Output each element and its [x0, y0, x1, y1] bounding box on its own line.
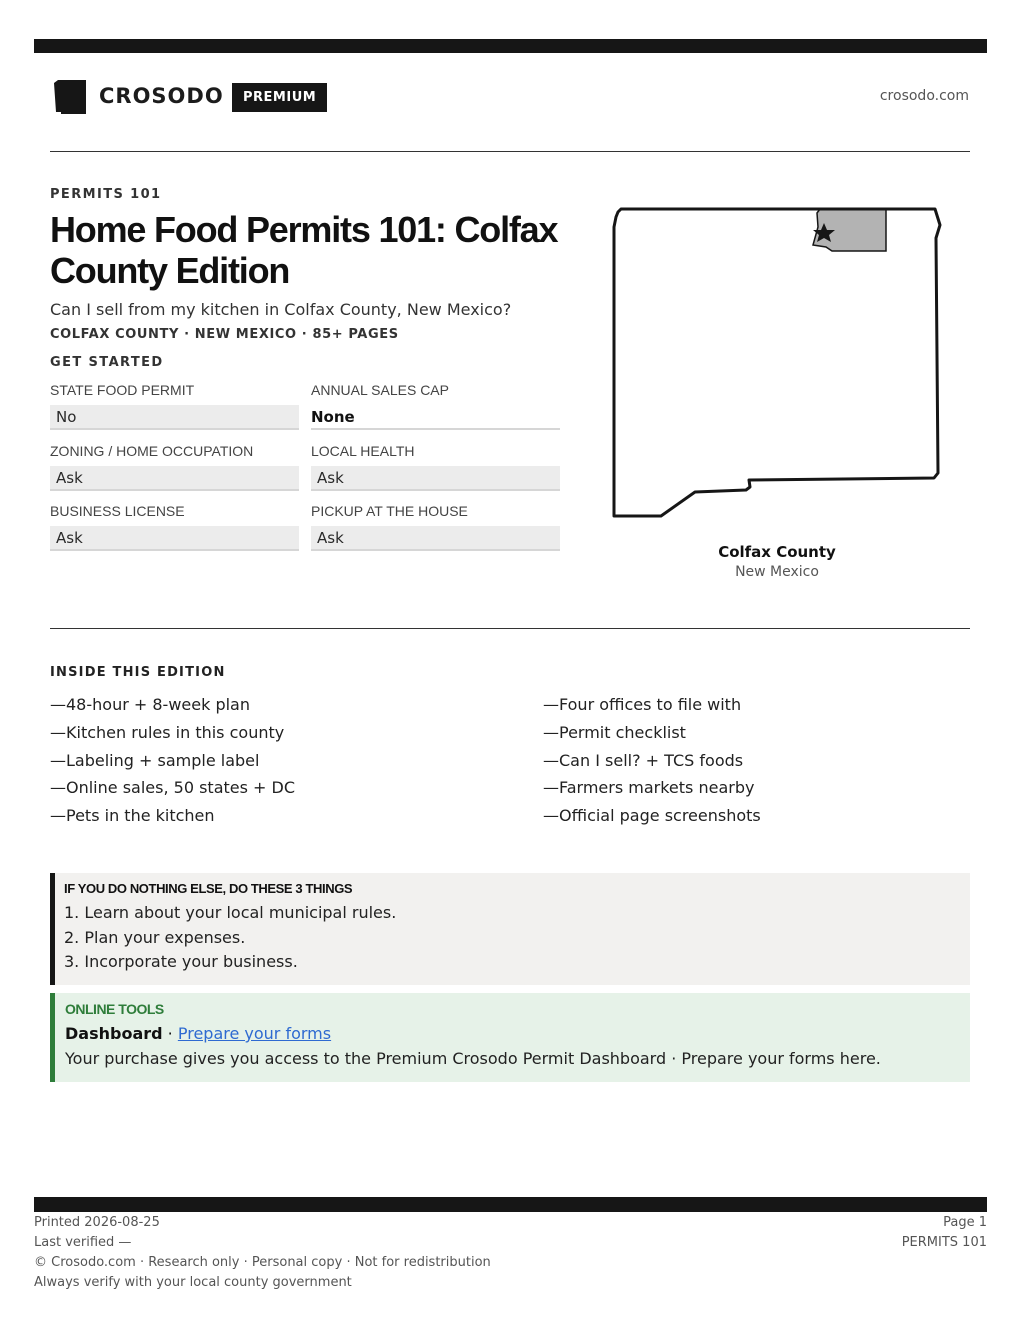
state-map — [608, 205, 948, 525]
toc-item: —48-hour + 8-week plan — [50, 695, 250, 714]
subtitle: Can I sell from my kitchen in Colfax County, New Mexico? — [50, 300, 512, 319]
footer-left — [34, 1213, 491, 1293]
eyebrow: PERMITS 101 — [50, 187, 162, 202]
dashboard-line — [65, 1024, 970, 1043]
toc-item: —Official page screenshots — [543, 806, 761, 826]
site-url[interactable]: crosodo.com — [879, 88, 969, 104]
page-title: Home Food Permits 101: Colfax County Edition — [50, 209, 558, 291]
page-number: Page 1 — [943, 1215, 987, 1230]
bottom-bar — [34, 1197, 987, 1212]
toc-item: —Labeling + sample label — [50, 750, 260, 770]
toc-item: —Farmers markets nearby — [543, 778, 755, 798]
edition-meta: COLFAX COUNTY · NEW MEXICO · 85+ PAGES — [50, 327, 399, 342]
field-state-food-permit — [50, 382, 299, 430]
callout-title: IF YOU DO NOTHING ELSE, DO THESE 3 THINGS — [64, 881, 353, 896]
field-label: ANNUAL SALES CAP — [311, 382, 449, 398]
field-value: None — [311, 405, 560, 430]
three-things-callout — [50, 873, 970, 985]
field-value: Ask — [311, 526, 560, 551]
callout-item: 3. Incorporate your business. — [64, 952, 298, 971]
field-label: PICKUP AT THE HOUSE — [311, 503, 468, 519]
state-outline — [614, 209, 940, 516]
toc-item: —Online sales, 50 states + DC — [50, 778, 296, 798]
new-mexico-logo-icon — [54, 80, 86, 114]
callout-item: 2. Plan your expenses. — [64, 927, 246, 947]
top-bar — [34, 39, 987, 53]
field-value: Ask — [50, 526, 299, 551]
callout-list — [64, 901, 970, 975]
field-label: BUSINESS LICENSE — [50, 503, 185, 519]
field-label: STATE FOOD PERMIT — [50, 382, 195, 398]
online-tools-title: ONLINE TOOLS — [65, 1001, 164, 1017]
verify-note: Always verify with your local county government — [34, 1275, 352, 1290]
field-pickup — [311, 503, 560, 551]
dashboard-label: Dashboard — [65, 1024, 163, 1043]
toc-item: —Four offices to file with — [543, 695, 742, 714]
separator: · — [162, 1024, 178, 1043]
toc-item: —Pets in the kitchen — [50, 806, 215, 826]
map-caption — [677, 543, 877, 580]
section-divider — [50, 628, 970, 629]
header-divider — [50, 151, 970, 152]
inside-edition-heading: INSIDE THIS EDITION — [50, 665, 226, 680]
premium-badge: PREMIUM — [232, 83, 327, 112]
copyright: © Crosodo.com · Research only · Personal copy · Not for redistribution — [34, 1255, 491, 1270]
prepare-forms-link[interactable]: Prepare your forms — [177, 1024, 332, 1043]
online-tools-box — [50, 993, 970, 1082]
field-value: Ask — [311, 466, 560, 491]
footer-section: PERMITS 101 — [901, 1235, 987, 1250]
last-verified: Last verified — — [34, 1235, 132, 1250]
toc-list-left — [50, 691, 295, 830]
field-local-health — [311, 443, 560, 491]
get-started-heading: GET STARTED — [50, 355, 164, 370]
callout-item: 1. Learn about your local municipal rules. — [64, 903, 397, 922]
toc-item: —Can I sell? + TCS foods — [543, 750, 744, 770]
field-label: LOCAL HEALTH — [311, 443, 415, 459]
field-annual-sales-cap — [311, 382, 560, 430]
field-value: Ask — [50, 466, 299, 491]
dashboard-description: Your purchase gives you access to the Premium Crosodo Permit Dashboard · Prepare your forms here. — [65, 1049, 881, 1068]
field-label: ZONING / HOME OCCUPATION — [50, 443, 254, 459]
map-state-name: New Mexico — [735, 564, 819, 580]
toc-list-right — [543, 691, 761, 830]
field-zoning — [50, 443, 299, 491]
header — [50, 78, 970, 118]
map-county-name: Colfax County — [718, 543, 836, 561]
brand-name: CROSODO — [99, 84, 224, 108]
toc-item: —Permit checklist — [543, 722, 686, 742]
field-business-license — [50, 503, 299, 551]
footer-right — [902, 1213, 987, 1253]
toc-item: —Kitchen rules in this county — [50, 722, 285, 742]
field-value: No — [50, 405, 299, 430]
printed-date: Printed 2026-08-25 — [34, 1215, 160, 1230]
